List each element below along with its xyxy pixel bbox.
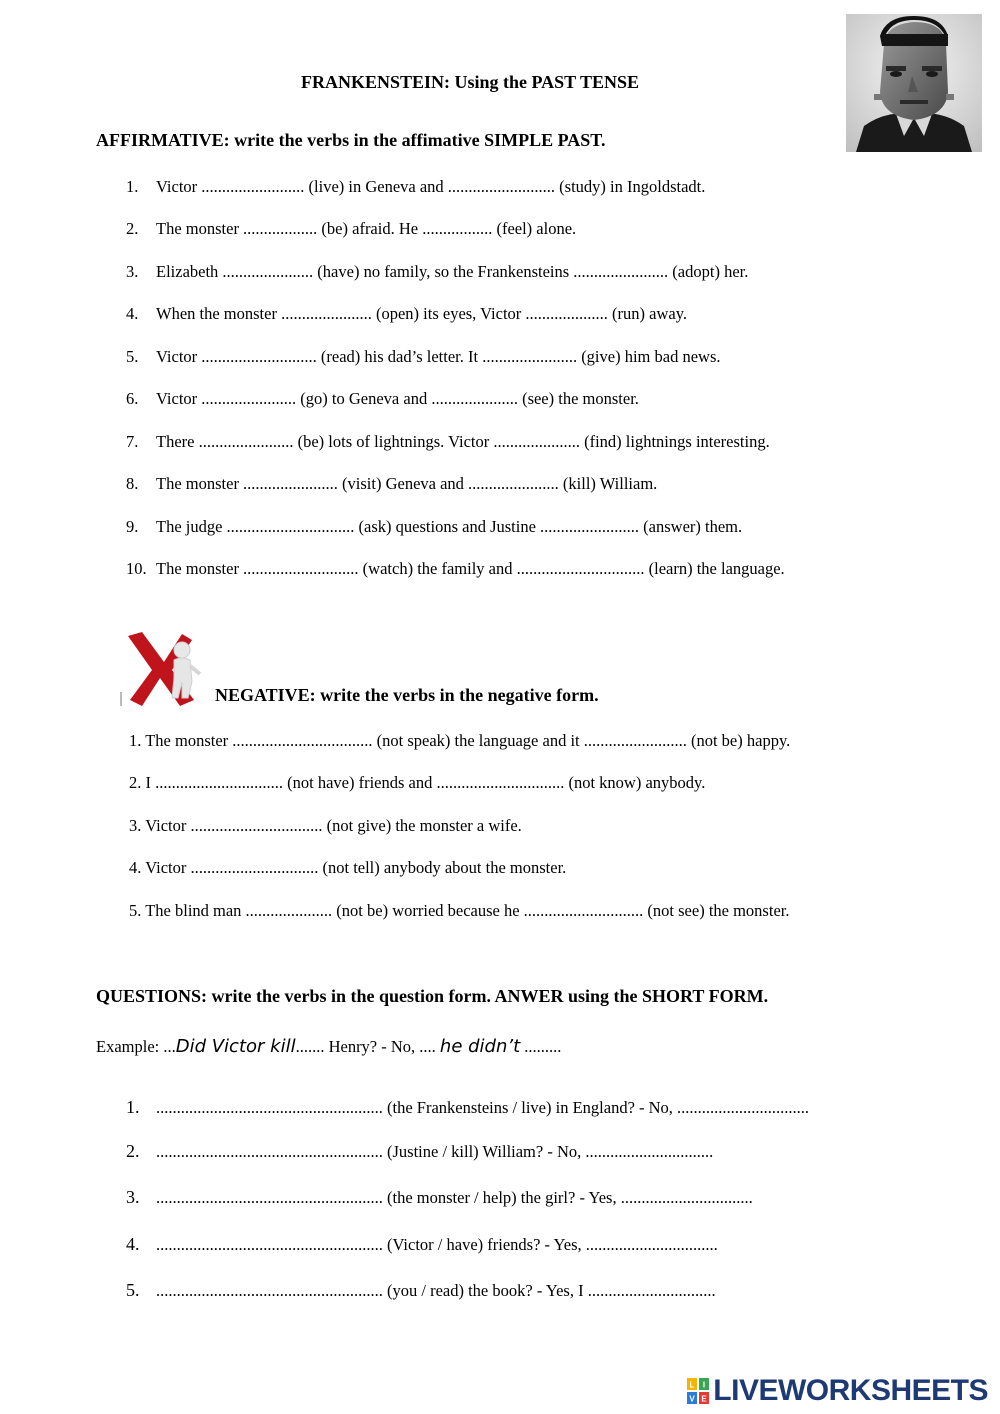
- affirmative-item-text[interactable]: The monster ............................ (watch) the family and ............................... (learn) the language.: [156, 559, 785, 578]
- affirmative-item: 1. Victor ......................... (live) in Geneva and .......................... (study) in Ingoldstadt.: [126, 177, 706, 196]
- logo-text: LIVEWORKSHEETS: [713, 1374, 988, 1407]
- affirmative-item: 10. The monster ............................ (watch) the family and ............................... (learn) the language.: [126, 559, 785, 578]
- affirmative-item: 3. Elizabeth ...................... (have) no family, so the Frankensteins ....................... (adopt) her.: [126, 262, 749, 281]
- question-item-text[interactable]: ....................................................... (Victor / have) friends? - Yes, ................................: [156, 1235, 718, 1254]
- affirmative-item-text[interactable]: Victor ............................ (read) his dad’s letter. It ....................... (give) him bad news.: [156, 347, 721, 366]
- negative-item[interactable]: 1. The monster .................................. (not speak) the language and it ......................... (not be) happy.: [129, 731, 791, 750]
- questions-heading: QUESTIONS: write the verbs in the question form. ANWER using the SHORT FORM.: [96, 986, 769, 1006]
- question-item-text[interactable]: ....................................................... (you / read) the book? - Yes, I ...............................: [156, 1281, 716, 1300]
- example-answer: Did Victor kill: [175, 1036, 296, 1057]
- negative-item[interactable]: 5. The blind man ..................... (not be) worried because he ............................. (not see) the monster.: [129, 901, 790, 920]
- affirmative-item-text[interactable]: Elizabeth ...................... (have) no family, so the Frankensteins ....................... (adopt) her.: [156, 262, 749, 281]
- affirmative-item: 6. Victor ....................... (go) to Geneva and ..................... (see) the monster.: [126, 389, 639, 408]
- page-title: FRANKENSTEIN: Using the PAST TENSE: [300, 72, 640, 92]
- affirmative-item: 4. When the monster ...................... (open) its eyes, Victor .................... (run) away.: [126, 304, 688, 323]
- affirmative-item: 5. Victor ............................ (read) his dad’s letter. It ....................... (give) him bad news.: [126, 347, 721, 366]
- affirmative-item-text[interactable]: The monster ....................... (visit) Geneva and ...................... (kill) William.: [156, 474, 658, 493]
- question-item: 4. ....................................................... (Victor / have) friends? - Yes, ................................: [126, 1234, 718, 1254]
- negative-heading: NEGATIVE: write the verbs in the negative form.: [215, 685, 599, 705]
- question-item: 1. ....................................................... (the Frankensteins / live) in England? - No, ................................: [126, 1097, 810, 1117]
- example-line: Example: ...Did Victor kill....... Henry? - No, .... he didn’t .........: [96, 1036, 562, 1057]
- affirmative-item: 7. There ....................... (be) lots of lightnings. Victor ..................... (find) lightnings interesting.: [126, 432, 770, 451]
- affirmative-item-text[interactable]: Victor ......................... (live) in Geneva and .......................... (study) in Ingoldstadt.: [156, 177, 706, 196]
- svg-text:I: I: [703, 1380, 706, 1390]
- affirmative-item-text[interactable]: When the monster ...................... (open) its eyes, Victor .................... (run) away.: [156, 304, 688, 323]
- question-item: 5. ....................................................... (you / read) the book? - Yes, I ...............................: [126, 1280, 716, 1300]
- red-cross-icon: [120, 626, 206, 708]
- affirmative-item-text[interactable]: The monster .................. (be) afraid. He ................. (feel) alone.: [156, 219, 577, 238]
- question-item-text[interactable]: ....................................................... (the Frankensteins / live) in England? - No, ................................: [156, 1098, 810, 1117]
- svg-text:V: V: [689, 1394, 695, 1404]
- svg-text:L: L: [689, 1380, 695, 1390]
- logo-tiles-icon: [687, 1378, 709, 1404]
- question-item: 3. ....................................................... (the monster / help) the girl? - Yes, ................................: [126, 1187, 753, 1207]
- affirmative-heading: AFFIRMATIVE: write the verbs in the affimative SIMPLE PAST.: [96, 130, 606, 150]
- question-item: 2. ....................................................... (Justine / kill) William? - No, ...............................: [126, 1141, 714, 1161]
- negative-item[interactable]: 2. I ............................... (not have) friends and ............................... (not know) anybody.: [129, 773, 706, 792]
- negative-item[interactable]: 3. Victor ................................ (not give) the monster a wife.: [129, 816, 522, 835]
- liveworksheets-logo: [687, 1374, 988, 1408]
- affirmative-item: 8. The monster ....................... (visit) Geneva and ...................... (kill) William.: [126, 474, 658, 493]
- negative-item[interactable]: 4. Victor ............................... (not tell) anybody about the monster.: [129, 858, 567, 877]
- affirmative-item-text[interactable]: The judge ............................... (ask) questions and Justine ........................ (answer) them.: [156, 517, 743, 536]
- affirmative-item-text[interactable]: There ....................... (be) lots of lightnings. Victor ..................... (find) lightnings interesting.: [156, 432, 770, 451]
- affirmative-item-text[interactable]: Victor ....................... (go) to Geneva and ..................... (see) the monster.: [156, 389, 639, 408]
- question-item-text[interactable]: ....................................................... (Justine / kill) William? - No, ...............................: [156, 1142, 714, 1161]
- question-item-text[interactable]: ....................................................... (the monster / help) the girl? - Yes, ................................: [156, 1188, 753, 1207]
- affirmative-item: 9. The judge ............................... (ask) questions and Justine ........................ (answer) them.: [126, 517, 743, 536]
- svg-text:E: E: [701, 1394, 707, 1404]
- affirmative-item: 2. The monster .................. (be) afraid. He ................. (feel) alone.: [126, 219, 577, 238]
- example-short-answer: he didn’t: [439, 1036, 521, 1057]
